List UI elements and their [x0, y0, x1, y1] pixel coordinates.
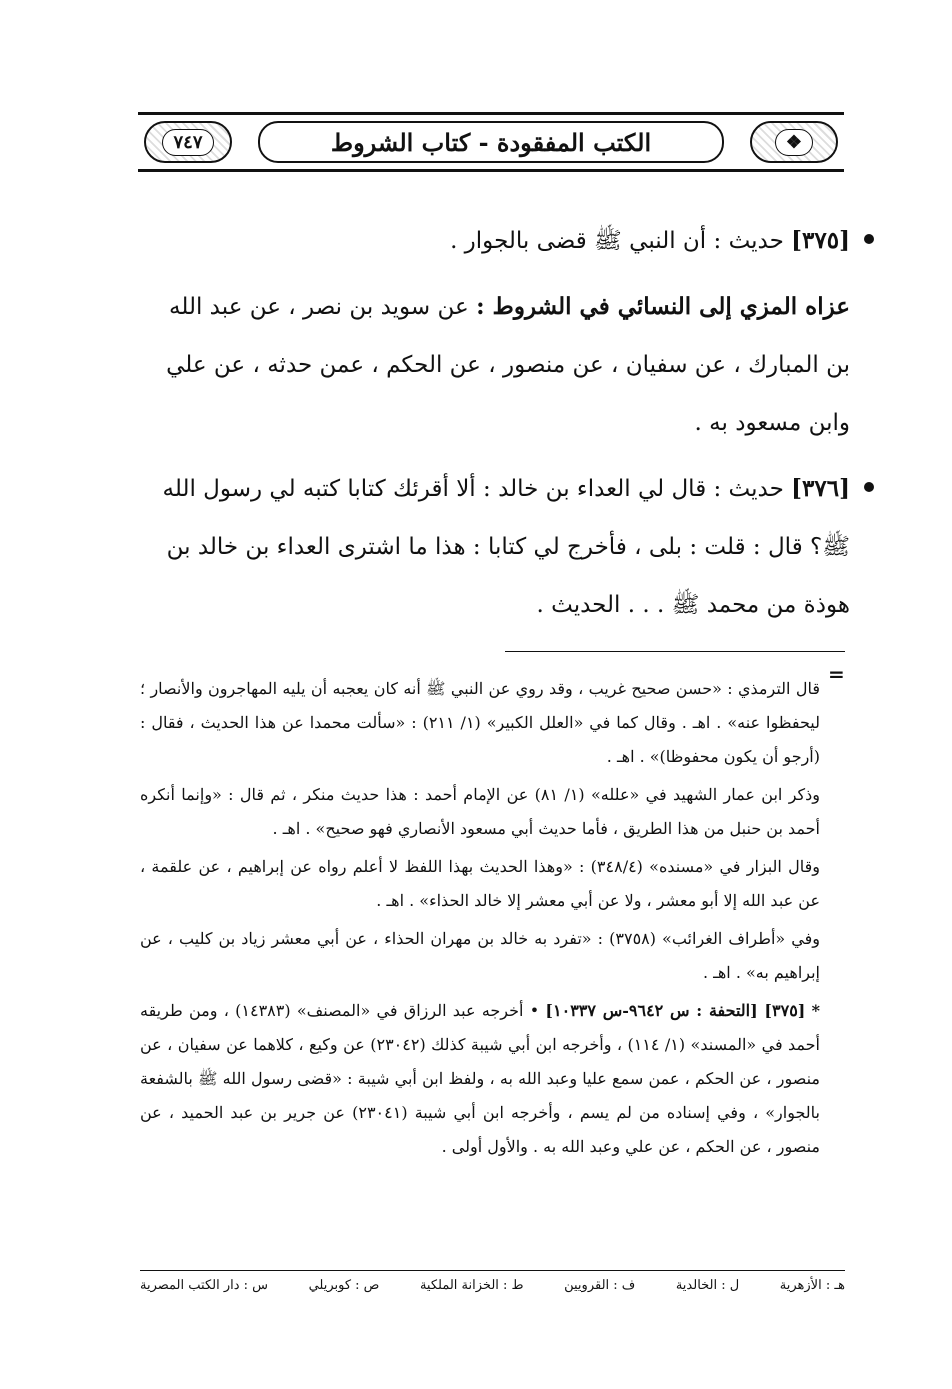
footnote-paragraph: وقال البزار في «مسنده» (٣٤٨/٤) : «وهذا الحديث بهذا اللفظ لا أعلم رواه عن إبراهيم ، عن علقمة ، عن عبد الله إلا أبو معشر ، ولا عن أبي معشر إلا خالد الحذاء» . اهـ .	[140, 857, 821, 910]
legend-divider	[140, 1270, 845, 1271]
hadith-entry-376	[150, 460, 850, 634]
footnote-divider	[505, 651, 845, 652]
entry-number: [٣٧٥]	[791, 227, 850, 254]
seal-ornament-icon: ❖	[750, 121, 838, 163]
legend-item: س : دار الكتب المصرية	[140, 1278, 269, 1293]
main-text	[150, 212, 850, 642]
entry-number: [٣٧٦]	[791, 475, 850, 502]
attribution-text: عن سويد بن نصر ، عن عبد الله بن المبارك ، عن سفيان ، عن منصور ، عن الحكم ، عمن حدثه ، عن علي وابن مسعود به .	[166, 294, 850, 436]
footnote-paragraph: قال الترمذي : «حسن صحيح غريب ، وقد روي عن النبي ﷺ أنه كان يعجبه أن يليه المهاجرون والأنصار ؛ ليحفظوا عنه» . اهـ . وقال كما في «العلل الكبير» (١/ ٢١١) : «سألت محمدا عن هذا الحديث ، فقال : (أرجو أن يكون محفوظا)» . اهـ .	[140, 679, 820, 766]
page-number-ornament	[144, 121, 232, 163]
attribution-lead: عزاه المزي إلى النسائي في الشروط :	[476, 293, 850, 320]
hadith-entry-375	[150, 212, 850, 270]
takhrij-note	[140, 994, 820, 1164]
takhrij-text: • أخرجه عبد الرزاق في «المصنف» (١٤٣٨٣) ، ومن طريقه أحمد في «المسند» (١/ ١١٤) ، وأخرجه ابن أبي شيبة كذلك (٢٣٠٤٢) عن وكيع ، كلاهما عن سفيان ، عن منصور ، عن الحكم ، عمن سمع عليا وعبد الله به ، ولفظ ابن أبي شيبة : «قضى رسول الله ﷺ بالشفعة بالجوار» ، وفي إسناده من لم يسم ، وأخرجه ابن أبي شيبة (٢٣٠٤١) عن جرير بن عبد الحميد ، عن منصور ، عن الحكم ، عن علي وعبد الله به . والأول أولى .	[140, 1001, 821, 1156]
page-header	[138, 112, 844, 172]
entry-text: حديث : قال لي العداء بن خالد : ألا أقرئك كتابا كتبه لي رسول الله ﷺ؟ قال : قلت : بلى ، فأخرج لي كتابا : هذا ما اشترى العداء بن خالد بن هوذة من محمد ﷺ . . . الحديث .	[162, 476, 850, 618]
legend-item: ط : الخزانة الملكية	[419, 1278, 524, 1293]
page-number: ٧٤٧	[162, 129, 213, 156]
bullet-icon	[864, 482, 874, 492]
entry-text: حديث : أن النبي ﷺ قضى بالجوار .	[450, 228, 784, 254]
attribution-paragraph	[150, 278, 850, 452]
bullet-icon	[864, 234, 874, 244]
legend-item: ف : القرويين	[564, 1278, 636, 1293]
footnote-paragraph: وذكر ابن عمار الشهيد في «علله» (١/ ٨١) عن الإمام أحمد : هذا حديث منكر ، ثم قال : «وإنما أنكره أحمد بن حنبل من هذا الطريق ، فأما حديث أبي مسعود الأنصاري فهو صحيح» . اهـ .	[140, 785, 821, 838]
manuscript-legend	[140, 1278, 845, 1293]
legend-item: هـ : الأزهرية	[779, 1278, 845, 1293]
footnotes	[140, 672, 820, 1168]
legend-item: ل : الخالدية	[675, 1278, 740, 1293]
running-title: الكتب المفقودة - كتاب الشروط	[258, 121, 724, 163]
star-icon: *	[811, 1001, 820, 1020]
takhrij-ref: [٣٧٥] [التحفة : س ٩٦٤٢-س ١٠٣٣٧]	[545, 1001, 806, 1020]
footnote-paragraph: وفي «أطراف الغرائب» (٣٧٥٨) : «تفرد به خالد بن مهران الحذاء ، عن أبي معشر زياد بن كليب ، عن إبراهيم به» . اهـ .	[140, 929, 821, 982]
legend-item: ص : كوبريلي	[308, 1278, 380, 1293]
continuation-mark: =	[828, 662, 845, 686]
